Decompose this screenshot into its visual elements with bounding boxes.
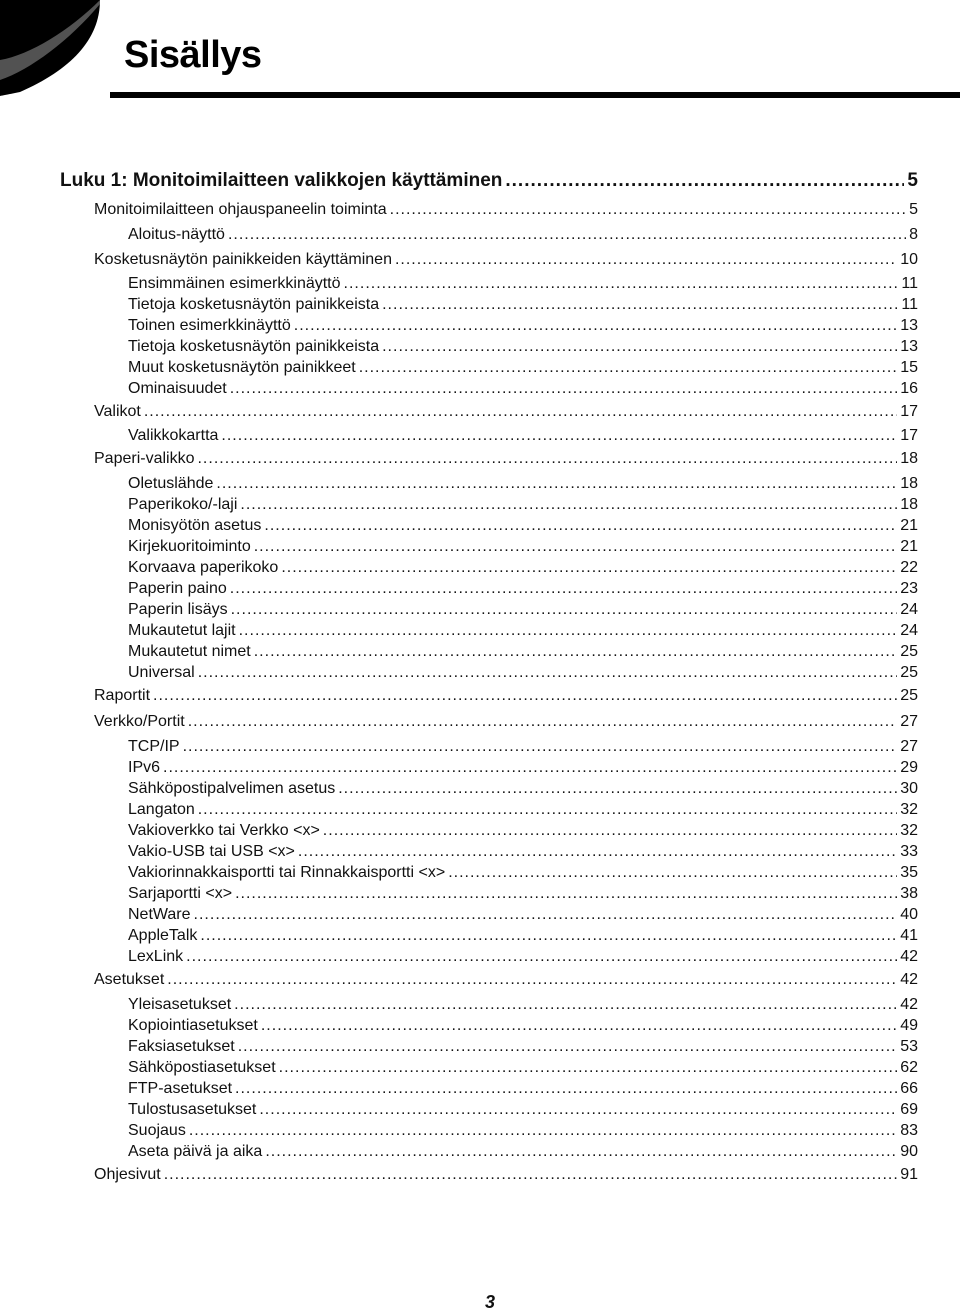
toc-entry[interactable] [128, 1016, 918, 1036]
toc-entry-label: Toinen esimerkkinäyttö [128, 317, 291, 334]
toc-entry[interactable] [128, 926, 918, 946]
toc-entry[interactable] [128, 316, 918, 336]
toc-entry-label: AppleTalk [128, 927, 198, 944]
toc-entry[interactable] [128, 995, 918, 1015]
toc-entry-page: 18 [900, 496, 918, 513]
toc-entry-page: 32 [900, 822, 918, 839]
toc-entry-label: Paperikoko/-laji [128, 496, 238, 513]
toc-entry-label: Kopiointiasetukset [128, 1017, 258, 1034]
toc-leader [235, 1079, 897, 1099]
toc-entry-page: 25 [900, 687, 918, 704]
toc-entry-page: 18 [900, 475, 918, 492]
toc-entry-label: Vakio-USB tai USB <x> [128, 843, 295, 860]
toc-leader [230, 579, 897, 599]
page-title: Sisällys [124, 34, 262, 76]
toc-entry[interactable] [128, 225, 918, 245]
toc-entry-label: Muut kosketusnäytön painikkeet [128, 359, 356, 376]
toc-entry-label: Monisyötön asetus [128, 517, 262, 534]
toc-entry-label: Universal [128, 664, 195, 681]
toc-chapter-entry[interactable] [60, 170, 918, 192]
toc-entry[interactable] [128, 642, 918, 662]
toc-leader [200, 926, 897, 946]
toc-entry-page: 90 [900, 1143, 918, 1160]
toc-leader [144, 402, 897, 422]
toc-entry-page: 27 [900, 738, 918, 755]
toc-entry-page: 42 [900, 971, 918, 988]
toc-entry[interactable] [128, 1037, 918, 1057]
toc-leader [382, 337, 897, 357]
toc-entry-page: 27 [900, 713, 918, 730]
toc-entry[interactable] [128, 621, 918, 641]
toc-entry-page: 91 [900, 1166, 918, 1183]
toc-entry-page: 53 [900, 1038, 918, 1055]
toc-entry[interactable] [94, 250, 918, 270]
page-number: 3 [484, 1292, 495, 1312]
toc-entry-label: Ohjesivut [94, 1166, 161, 1183]
toc-entry-label: Sähköpostipalvelimen asetus [128, 780, 336, 797]
toc-entry[interactable] [128, 1058, 918, 1078]
toc-entry-label: Tulostusasetukset [128, 1101, 257, 1118]
toc-entry-page: 17 [900, 427, 918, 444]
toc-entry-label: Asetukset [94, 971, 165, 988]
toc-entry-page: 10 [900, 251, 918, 268]
toc-entry[interactable] [128, 842, 918, 862]
toc-entry-label: Sarjaportti <x> [128, 885, 233, 902]
toc-entry-label: Tietoja kosketusnäytön painikkeista [128, 296, 380, 313]
toc-entry[interactable] [128, 1121, 918, 1141]
toc-leader [265, 1142, 897, 1162]
toc-entry-page: 11 [901, 275, 918, 292]
toc-entry-page: 23 [900, 580, 918, 597]
toc-entry-page: 18 [900, 450, 918, 467]
toc-leader [338, 779, 897, 799]
toc-entry-label: Verkko/Portit [94, 713, 185, 730]
toc-entry-label: Yleisasetukset [128, 996, 232, 1013]
toc-entry[interactable] [128, 758, 918, 778]
toc-entry-label: Valikot [94, 403, 141, 420]
toc-entry[interactable] [94, 402, 918, 422]
toc-entry-page: 15 [900, 359, 918, 376]
toc-leader [188, 712, 898, 732]
toc-entry[interactable] [128, 863, 918, 883]
toc-entry-label: Kirjekuoritoiminto [128, 538, 251, 555]
toc-entry-label: Kosketusnäytön painikkeiden käyttäminen [94, 251, 392, 268]
toc-leader [323, 821, 897, 841]
toc-entry-label: Suojaus [128, 1122, 186, 1139]
toc-entry[interactable] [128, 1100, 918, 1120]
toc-entry[interactable] [128, 884, 918, 904]
toc-leader [281, 558, 897, 578]
toc-entry[interactable] [128, 737, 918, 757]
toc-entry[interactable] [128, 579, 918, 599]
toc-entry-page: 35 [900, 864, 918, 881]
toc-entry-label: Monitoimilaitteen ohjauspaneelin toiminta [94, 201, 387, 218]
toc-entry-page: 17 [900, 403, 918, 420]
toc-entry-label: NetWare [128, 906, 191, 923]
toc-entry-label: FTP-asetukset [128, 1080, 233, 1097]
toc-entry[interactable] [128, 947, 918, 967]
toc-entry[interactable] [128, 295, 918, 315]
toc-leader [183, 737, 898, 757]
toc-entry[interactable] [94, 970, 918, 990]
toc-leader [239, 621, 898, 641]
toc-entry-label: Vakioverkko tai Verkko <x> [128, 822, 320, 839]
toc-entry-label: Paperin lisäys [128, 601, 228, 618]
toc-leader [448, 863, 897, 883]
toc-leader [254, 642, 897, 662]
toc-entry-label: Mukautetut nimet [128, 643, 251, 660]
toc-entry[interactable] [128, 779, 918, 799]
toc-leader [234, 995, 897, 1015]
toc-entry[interactable] [128, 274, 918, 294]
toc-leader [164, 1165, 898, 1185]
toc-chapter-page: 5 [907, 170, 918, 191]
toc-leader [261, 1016, 897, 1036]
toc-leader [395, 250, 897, 270]
toc-entry-page: 33 [900, 843, 918, 860]
toc-entry[interactable] [94, 449, 918, 469]
toc-leader [230, 379, 897, 399]
toc-entry-label: Mukautetut lajit [128, 622, 236, 639]
toc-leader [194, 905, 898, 925]
toc-entry-page: 21 [900, 538, 918, 555]
toc-entry-label: Ominaisuudet [128, 380, 227, 397]
toc-entry-label: Sähköpostiasetukset [128, 1059, 276, 1076]
toc-entry-page: 62 [900, 1059, 918, 1076]
toc-entry[interactable] [128, 337, 918, 357]
toc-leader [238, 1037, 897, 1057]
toc-entry-page: 25 [900, 664, 918, 681]
toc-leader [298, 842, 897, 862]
toc-entry-label: Ensimmäinen esimerkkinäyttö [128, 275, 341, 292]
toc-entry[interactable] [128, 800, 918, 820]
toc-entry[interactable] [128, 474, 918, 494]
toc-leader [167, 970, 897, 990]
toc-entry[interactable] [128, 905, 918, 925]
toc-leader [153, 686, 897, 706]
toc-entry[interactable] [128, 821, 918, 841]
toc-entry-page: 24 [900, 601, 918, 618]
toc-leader [279, 1058, 898, 1078]
toc-leader [197, 449, 897, 469]
toc-leader [189, 1121, 897, 1141]
toc-entry[interactable] [128, 537, 918, 557]
toc-entry-label: Paperi-valikko [94, 450, 195, 467]
toc-leader [235, 884, 897, 904]
toc-entry-page: 42 [900, 996, 918, 1013]
toc-leader [359, 358, 898, 378]
toc-entry-page: 42 [900, 948, 918, 965]
toc-entry-page: 16 [900, 380, 918, 397]
toc-entry-label: Vakiorinnakkaisportti tai Rinnakkaisportti <x> [128, 864, 446, 881]
toc-leader [259, 1100, 897, 1120]
toc-entry-page: 22 [900, 559, 918, 576]
toc-entry[interactable] [128, 358, 918, 378]
toc-entry-page: 32 [900, 801, 918, 818]
toc-entry-page: 11 [901, 296, 918, 313]
toc-entry-page: 29 [900, 759, 918, 776]
toc-leader [264, 516, 897, 536]
toc-entry[interactable] [128, 1142, 918, 1162]
toc-entry-page: 8 [909, 226, 918, 243]
toc-entry[interactable] [128, 663, 918, 683]
toc-leader [221, 426, 897, 446]
toc-leader [240, 495, 897, 515]
toc-entry-label: LexLink [128, 948, 184, 965]
toc-entry[interactable] [128, 495, 918, 515]
toc-entry-page: 13 [900, 317, 918, 334]
toc-entry[interactable] [94, 712, 918, 732]
toc-entry[interactable] [128, 558, 918, 578]
toc-leader [231, 600, 898, 620]
toc-entry[interactable] [128, 1079, 918, 1099]
toc-leader [216, 474, 897, 494]
toc-leader [294, 316, 897, 336]
toc-entry[interactable] [94, 1165, 918, 1185]
toc-entry-page: 49 [900, 1017, 918, 1034]
toc-leader [344, 274, 899, 294]
toc-entry-page: 30 [900, 780, 918, 797]
toc-entry-label: TCP/IP [128, 738, 180, 755]
toc-leader [163, 758, 897, 778]
toc-entry-label: Valikkokartta [128, 427, 219, 444]
toc-entry-page: 66 [900, 1080, 918, 1097]
toc-leader [254, 537, 897, 557]
toc-entry-page: 13 [900, 338, 918, 355]
toc-entry-label: Aseta päivä ja aika [128, 1143, 263, 1160]
toc-entry-page: 38 [900, 885, 918, 902]
toc-entry-page: 40 [900, 906, 918, 923]
toc-entry-label: IPv6 [128, 759, 161, 776]
toc-entry[interactable] [94, 200, 918, 220]
toc-leader [382, 295, 898, 315]
toc-leader [390, 200, 906, 220]
toc-chapter-label: Luku 1: Monitoimilaitteen valikkojen käyttäminen [60, 170, 503, 191]
toc-entry[interactable] [128, 379, 918, 399]
toc-entry-label: Korvaava paperikoko [128, 559, 279, 576]
toc-entry-page: 5 [909, 201, 918, 218]
toc-entry-page: 83 [900, 1122, 918, 1139]
toc-entry-page: 25 [900, 643, 918, 660]
toc-entry[interactable] [128, 516, 918, 536]
toc-entry-label: Langaton [128, 801, 195, 818]
toc-entry-page: 69 [900, 1101, 918, 1118]
toc-entry-page: 41 [900, 927, 918, 944]
toc-entry-page: 21 [900, 517, 918, 534]
toc-entry[interactable] [128, 600, 918, 620]
toc-entry-label: Faksiasetukset [128, 1038, 235, 1055]
toc-leader [198, 663, 898, 683]
toc-entry-label: Aloitus-näyttö [128, 226, 225, 243]
toc-entry[interactable] [94, 686, 918, 706]
toc-leader [505, 170, 904, 192]
toc-entry[interactable] [128, 426, 918, 446]
toc-leader [228, 225, 906, 245]
toc-entry-label: Oletuslähde [128, 475, 214, 492]
toc-entry-page: 24 [900, 622, 918, 639]
toc-entry-label: Paperin paino [128, 580, 227, 597]
toc-leader [198, 800, 897, 820]
toc-leader [186, 947, 897, 967]
toc-entry-label: Tietoja kosketusnäytön painikkeista [128, 338, 380, 355]
toc-entry-label: Raportit [94, 687, 151, 704]
